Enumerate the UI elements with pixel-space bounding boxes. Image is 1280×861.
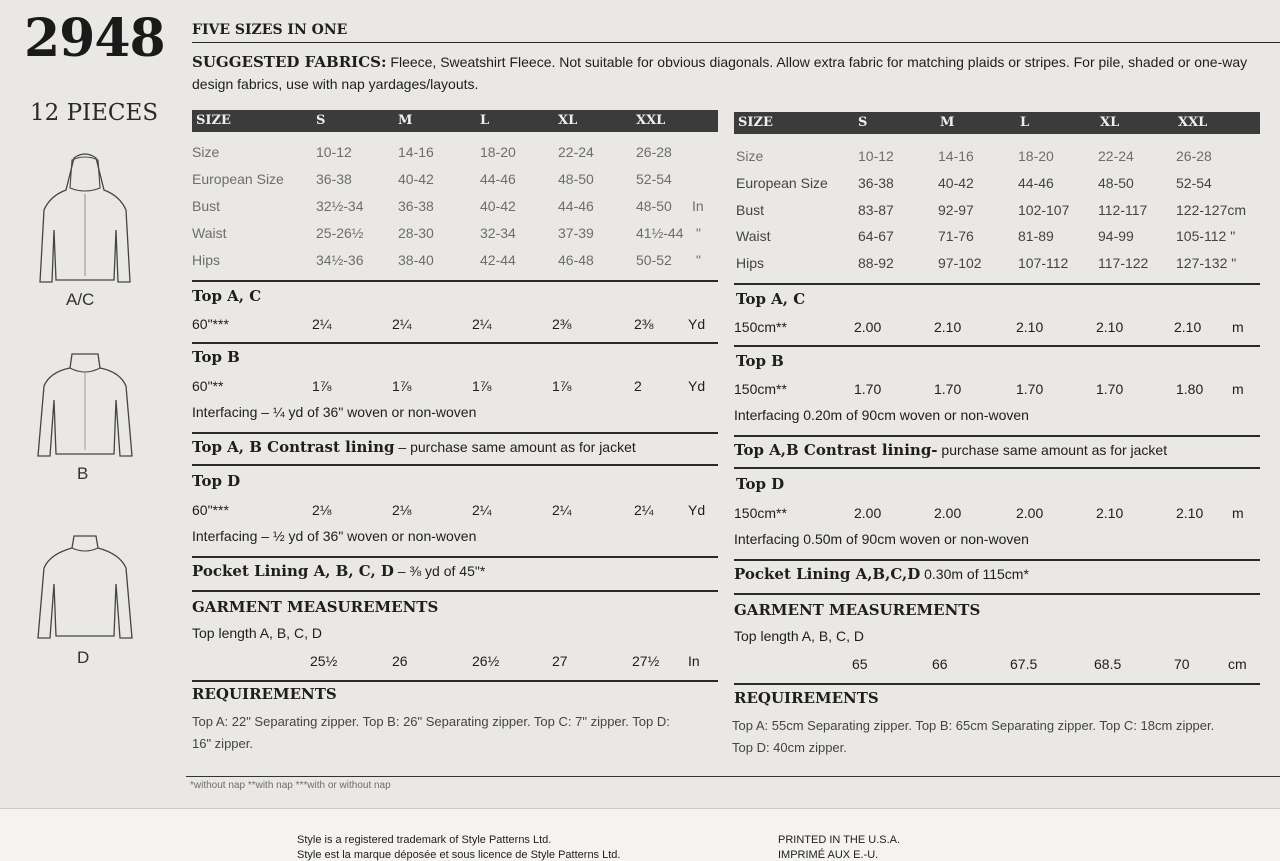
- mock-neck-top-icon: [30, 532, 140, 642]
- printed-en: PRINTED IN THE U.S.A.: [778, 834, 901, 846]
- size-col-m: M: [398, 113, 413, 128]
- requirements-line2: 16" zipper.: [192, 736, 253, 751]
- pocket-lining: Pocket Lining A, B, C, D – ⅜ yd of 45"*: [192, 562, 486, 580]
- nap-footnote: *without nap **with nap ***with or without nap: [190, 780, 391, 791]
- trademark-fr: Style est la marque déposée et sous licence de Style Patterns Ltd.: [297, 849, 621, 861]
- top-d-title: Top D: [192, 472, 241, 490]
- top-b-interfacing: Interfacing – ¼ yd of 36" woven or non-woven: [192, 404, 477, 420]
- metric-top-length-label: Top length A, B, C, D: [734, 628, 864, 644]
- size-col-xxl: XXL: [636, 113, 666, 128]
- trademark-en: Style is a registered trademark of Style Patterns Ltd.: [297, 834, 552, 846]
- metric-garment-measurements-title: GARMENT MEASUREMENTS: [734, 601, 981, 619]
- hooded-top-icon: [30, 150, 140, 300]
- metric-top-d-interfacing: Interfacing 0.50m of 90cm woven or non-woven: [734, 531, 1029, 547]
- size-col-s: S: [316, 113, 326, 128]
- suggested-fabrics: SUGGESTED FABRICS: Fleece, Sweatshirt Fleece. Not suitable for obvious diagonals. Allow extra fabric for matching plaids or stripes. For pile, shaded or one-way: [192, 53, 1248, 71]
- pattern-number: 2948: [24, 8, 165, 69]
- metric-requirements-line1: Top A: 55cm Separating zipper. Top B: 65cm Separating zipper. Top C: 18cm zipper.: [732, 718, 1215, 733]
- pieces-count: 12 PIECES: [30, 100, 159, 126]
- size-header-label: SIZE: [196, 113, 231, 128]
- top-ac-title: Top A, C: [192, 287, 262, 305]
- contrast-lining: Top A, B Contrast lining – purchase same amount as for jacket: [192, 438, 636, 456]
- metric-top-b-interfacing: Interfacing 0.20m of 90cm woven or non-woven: [734, 407, 1029, 423]
- view-label-b: B: [77, 464, 89, 483]
- garment-measurements-title: GARMENT MEASUREMENTS: [192, 598, 439, 616]
- view-label-ac: A/C: [66, 290, 95, 309]
- top-length-label: Top length A, B, C, D: [192, 625, 322, 641]
- size-header-row: [192, 110, 718, 132]
- top-b-title: Top B: [192, 348, 240, 366]
- top-d-interfacing: Interfacing – ½ yd of 36" woven or non-woven: [192, 528, 477, 544]
- metric-top-d-title: Top D: [736, 475, 785, 493]
- metric-top-b-title: Top B: [736, 352, 784, 370]
- metric-requirements-line2: Top D: 40cm zipper.: [732, 740, 847, 755]
- printed-fr: IMPRIMÉ AUX E.-U.: [778, 849, 879, 861]
- footer-strip: [0, 808, 1280, 861]
- requirements-title: REQUIREMENTS: [192, 685, 337, 703]
- size-col-l: L: [480, 113, 490, 128]
- suggested-fabrics-cont: design fabrics, use with nap yardages/layouts.: [192, 76, 479, 92]
- metric-top-ac-title: Top A, C: [736, 290, 806, 308]
- metric-requirements-title: REQUIREMENTS: [734, 689, 879, 707]
- size-col-xl: XL: [558, 113, 578, 128]
- metric-pocket-lining: Pocket Lining A,B,C,D 0.30m of 115cm*: [734, 565, 1029, 583]
- funnel-neck-top-icon: [30, 350, 140, 460]
- metric-size-header-row: SIZE S M L XL XXL: [734, 112, 1260, 134]
- metric-contrast-lining: Top A,B Contrast lining- purchase same amount as for jacket: [734, 441, 1168, 459]
- subtitle: FIVE SIZES IN ONE: [192, 22, 348, 38]
- view-label-d: D: [77, 648, 90, 667]
- requirements-line1: Top A: 22" Separating zipper. Top B: 26" Separating zipper. Top C: 7" zipper. Top D:: [192, 714, 670, 729]
